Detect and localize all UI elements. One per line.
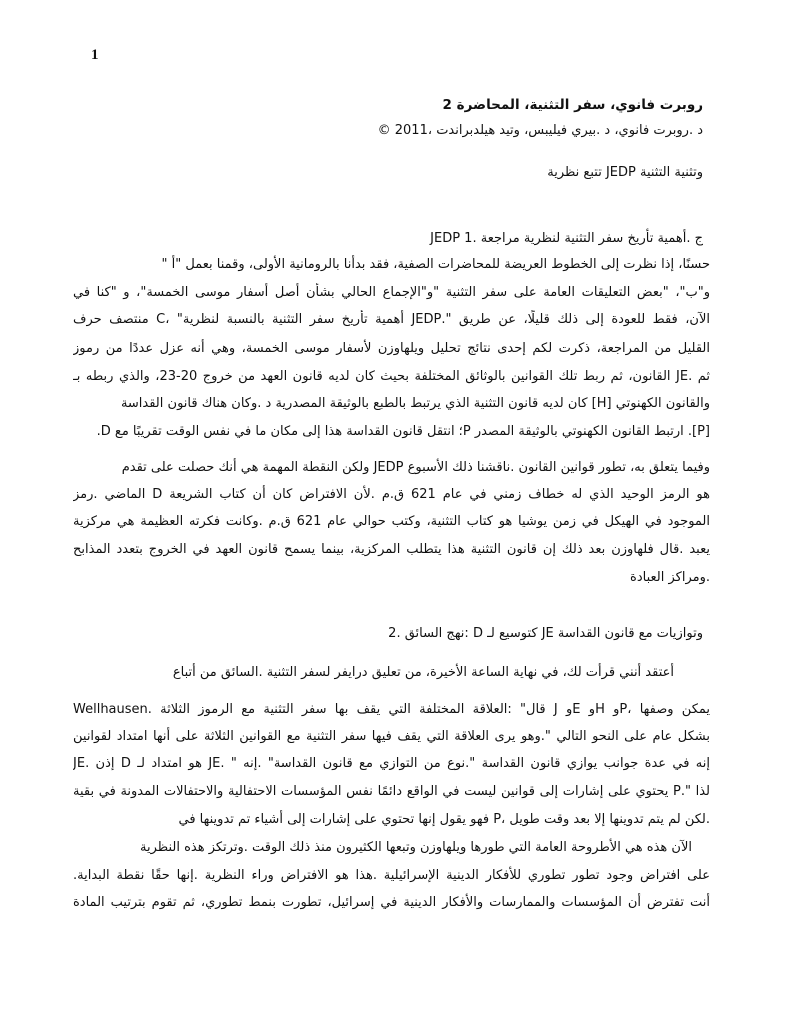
body-line: على افتراض وجود تطور تطوري للأفكار الدينية الإسرائيلية .هذا هو الافتراض وراء النظرية .إنها حقًا نقطة البداية. (73, 868, 710, 883)
body-line: أعتقد أنني قرأت لك، في نهاية الساعة الأخيرة، من تعليق درايفر لسفر التثنية .السائق من أتباع (172, 665, 674, 680)
body-line: الآن، فقط للعودة إلى ذلك قليلًا، عن طريق ".JEDP أهمية تأريخ سفر التثنية بالنسبة لنظرية" ،C منتصف حرف (73, 312, 710, 327)
body-line: الموجود في الهيكل في زمن يوشيا هو كتاب التثنية، وكتب حوالي عام 621 ق.م .وكانت فكرته العظيمة هي مركزية (73, 514, 710, 529)
body-line: أنت تفترض أن المؤسسات والممارسات والأفكار الدينية في إسرائيل، تطورت بنمط تطوري، ثم تقوم بترتيب المادة (73, 895, 710, 910)
body-line: يمكن وصفها ،Pو Hو Eو J قال" :العلاقة المختلفة التي يقف بها سفر التثنية مع الرموز الثلاثة .Wellhausen (73, 702, 710, 717)
body-line: لذا ".P يحتوي على إشارات إلى قوانين ليست في الواقع دائمًا نفس المؤسسات الاحتفالية والاحتفالات المدونة في بقية (73, 784, 710, 799)
body-line: الآن هذه هي الأطروحة العامة التي طورها ويلهاوزن وتبعها الكثيرون منذ ذلك الوقت .وترتكز هذه النظرية (140, 840, 692, 855)
page-number: 1 (91, 47, 99, 63)
body-line: .D ؛ انتقل قانون القداسة هذا إلى مكان ما في نفس الوقت تقريبًا معP ارتبط القانون الكهنوتي بالوثيقة المصدر .[P] (96, 424, 710, 439)
body-line: يعبد .قال فلهاوزن بعد ذلك إن قانون التثنية هذا يتطلب المركزية، بينما يسمح قانون العهد في الخروج بتعدد المذابح (73, 542, 710, 557)
document-subtitle: وتثنية التثنية JEDP تتبع نظرية (547, 165, 703, 180)
body-line: إنه في عدة جوانب يوازي قانون القداسة ".نوع من التوازي مع قانون القداسة" .إنه " .JE هو امتداد لـ D إذن .JE (73, 756, 710, 771)
body-line: .ومراكز العبادة (630, 570, 710, 585)
body-line: بشكل عام على النحو التالي ".وهو يرى العلاقة التي يقف فيها سفر التثنية مع القوانين الثلاثة على أنها امتداد لقوانين (73, 729, 710, 744)
body-line: ثم .JE القانون، ثم ربط تلك القوانين بالوثائق المختلفة بحيث كان لديه قانون العهد من خروج 20-23، والذي ربطه بـ (73, 369, 710, 384)
body-line: حسنًا، إذا نظرت إلى الخطوط العريضة للمحاضرات الصفية، فقد بدأنا بالرومانية الأولى، وقمنا بعمل "أ " (161, 257, 710, 272)
body-line: هو الرمز الوحيد الذي له خطاف زمني في عام 621 ق.م .لأن الافتراض كان أن كتاب الشريعة D الماضي .رمز (73, 487, 710, 502)
document-title: روبرت فانوي، سفر التثنية، المحاضرة 2 (442, 97, 703, 113)
section-2-heading: وتوازيات مع قانون القداسة JE كتوسيع لـ D :نهج السائق .2 (388, 626, 703, 641)
body-line: و"ب"، "بعض التعليقات العامة على سفر التثنية "و"الإجماع الحالي بشأن أصل أسفار موسى الخمسة"، و "كنا في (73, 285, 710, 300)
body-line: القليل من المراجعة، ذكرت لكم إحدى نتائج تحليل ويلهاوزن لأسفار موسى الخمسة، وهي أنه عزل عددًا من رموز (73, 341, 710, 356)
section-1-heading: JEDP ج .أهمية تأريخ سفر التثنية لنظرية مراجعة .1 (430, 231, 703, 246)
body-line: وفيما يتعلق به، تطور قوانين القانون .ناقشنا ذلك الأسبوع JEDP ولكن النقطة المهمة هي أنك حصلت على تقدم (121, 460, 710, 475)
body-line: والقانون الكهنوتي [H] كان لديه قانون التثنية الذي يرتبط بالطبع بالوثيقة المصدرية د .وكان هناك قانون القداسة (120, 396, 710, 411)
body-line: .لكن لم يتم تدوينها إلا بعد وقت طويل ،P فهو يقول إنها تحتوي على إشارات إلى أشياء تم تدوينها في (178, 812, 710, 827)
document-authors: د .روبرت فانوي، د .بيري فيليبس، وتيد هيلدبراندت ،2011 © (377, 123, 703, 138)
